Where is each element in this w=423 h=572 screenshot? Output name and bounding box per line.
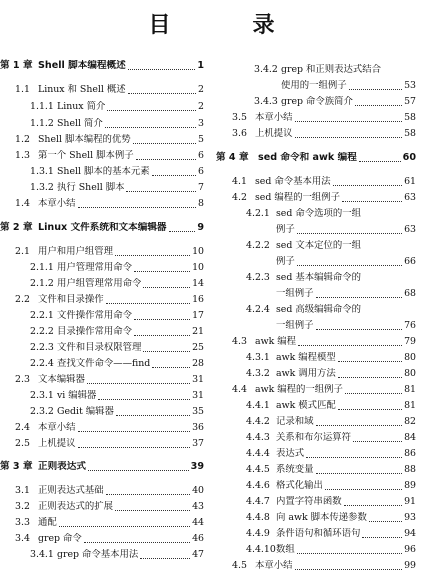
toc-entry-title: 上机提议 [38, 438, 76, 449]
toc-entry [216, 496, 416, 508]
toc-entry-page: 1 [197, 60, 204, 71]
toc-entry-number: 1.3.2 [30, 182, 54, 193]
toc-leader-dots [106, 295, 190, 304]
toc-entry-title: 正则表达式 [38, 461, 86, 472]
toc-entry [216, 480, 416, 492]
toc-leader-dots [333, 177, 402, 186]
toc-entry-number: 第 3 章 [0, 461, 33, 472]
toc-entry [0, 342, 204, 354]
toc-entry [216, 272, 416, 284]
toc-entry [0, 358, 204, 370]
toc-leader-dots [295, 561, 403, 570]
toc-entry-page: 86 [404, 448, 416, 459]
toc-entry-number: 4.4.10 [246, 544, 276, 555]
toc-entry-number: 4.4.5 [246, 464, 270, 475]
toc-entry [216, 320, 416, 332]
toc-entry-title: 表达式 [276, 448, 305, 459]
toc-entry-title: 查找文件命令——find [57, 358, 151, 369]
toc-entry-page: 7 [198, 182, 204, 193]
toc-entry-number: 1.3 [15, 150, 30, 161]
toc-entry-page: 99 [404, 560, 416, 571]
toc-entry-page: 16 [192, 294, 204, 305]
toc-entry-page: 25 [192, 342, 204, 353]
toc-entry [0, 517, 204, 529]
toc-entry [0, 501, 204, 513]
toc-entry [0, 118, 204, 130]
toc-entry-number: 4.4.8 [246, 512, 270, 523]
toc-leader-dots [316, 417, 403, 426]
toc-leader-dots [295, 129, 403, 138]
toc-entry-page: 63 [404, 192, 416, 203]
toc-entry-page: 88 [404, 464, 416, 475]
toc-entry-page: 46 [192, 533, 204, 544]
toc-entry-page: 89 [404, 480, 416, 491]
toc-entry-title: grep 和正则表达式结合 [281, 64, 382, 75]
toc-entry [216, 112, 416, 124]
toc-entry [0, 461, 204, 473]
toc-leader-dots [128, 61, 196, 70]
toc-entry-number: 3.6 [232, 128, 247, 139]
toc-entry-page: 10 [192, 246, 204, 257]
toc-entry-page: 96 [404, 544, 416, 555]
toc-entry-page: 81 [404, 384, 416, 395]
toc-entry-number: 4.4.4 [246, 448, 270, 459]
toc-entry-page: 5 [198, 134, 204, 145]
toc-entry-page: 80 [404, 352, 416, 363]
toc-entry-number: 2.1.1 [30, 262, 54, 273]
toc-entry-title: 例子 [276, 256, 295, 267]
toc-entry [0, 182, 204, 194]
toc-entry-title: Linux 和 Shell 概述 [38, 84, 126, 95]
toc-leader-dots [115, 247, 190, 256]
toc-entry-page: 94 [404, 528, 416, 539]
toc-entry [216, 192, 416, 204]
toc-entry [0, 222, 204, 234]
toc-leader-dots [78, 199, 197, 208]
toc-leader-dots [134, 327, 190, 336]
toc-entry-number: 4.2 [232, 192, 247, 203]
page-title: 目 录 [148, 12, 305, 38]
toc-leader-dots [133, 135, 196, 144]
toc-leader-dots [345, 385, 402, 394]
toc-leader-dots [316, 465, 403, 474]
toc-entry [216, 448, 416, 460]
toc-entry-page: 31 [192, 390, 204, 401]
toc-entry [0, 422, 204, 434]
toc-entry-number: 4.4.6 [246, 480, 270, 491]
toc-entry-page: 3 [198, 118, 204, 129]
toc-entry-title: 文件操作常用命令 [57, 310, 133, 321]
toc-entry-title: 一组例子 [276, 288, 314, 299]
toc-entry-title: 记录和域 [276, 416, 314, 427]
toc-entry-page: 31 [192, 374, 204, 385]
toc-leader-dots [349, 81, 402, 90]
toc-entry-title: 本章小结 [255, 560, 293, 571]
toc-entry-number: 3.4.3 [254, 96, 278, 107]
toc-entry-page: 47 [192, 549, 204, 560]
toc-entry [216, 240, 416, 252]
toc-entry-title: sed 高级编辑命令的 [276, 304, 361, 315]
toc-entry [0, 390, 204, 402]
toc-entry-number: 4.3.2 [246, 368, 270, 379]
toc-entry [216, 288, 416, 300]
toc-entry-page: 80 [404, 368, 416, 379]
toc-entry-title: sed 编程的一组例子 [255, 192, 340, 203]
toc-entry-title: 文本编辑器 [38, 374, 85, 385]
toc-entry [216, 528, 416, 540]
toc-leader-dots [297, 225, 402, 234]
toc-entry-title: Linux 文件系统和文本编辑器 [38, 222, 167, 233]
toc-entry-title: sed 基本编辑命令的 [276, 272, 361, 283]
toc-leader-dots [344, 497, 402, 506]
toc-entry-number: 4.3.1 [246, 352, 270, 363]
toc-leader-dots [98, 391, 190, 400]
toc-entry-number: 2.2 [15, 294, 30, 305]
toc-entry-page: 40 [192, 485, 204, 496]
toc-leader-dots [338, 353, 402, 362]
toc-entry-number: 3.5 [232, 112, 247, 123]
toc-entry [0, 134, 204, 146]
toc-entry-page: 39 [190, 461, 204, 472]
toc-entry-page: 8 [198, 198, 204, 209]
toc-entry-number: 1.1 [15, 84, 30, 95]
toc-leader-dots [126, 183, 196, 192]
toc-entry-title: awk 调用方法 [276, 368, 336, 379]
toc-leader-dots [369, 513, 402, 522]
toc-leader-dots [342, 193, 402, 202]
toc-entry-page: 68 [404, 288, 416, 299]
toc-entry-title: sed 命令基本用法 [255, 176, 331, 187]
toc-entry [216, 304, 416, 316]
toc-leader-dots [136, 151, 196, 160]
toc-leader-dots [316, 289, 403, 298]
toc-entry-page: 9 [197, 222, 204, 233]
toc-entry-number: 3.1 [15, 485, 30, 496]
toc-entry [0, 374, 204, 386]
toc-entry-title: Shell 脚本的基本元素 [57, 166, 150, 177]
toc-entry-number: 4.2.2 [246, 240, 270, 251]
toc-entry [0, 326, 204, 338]
toc-entry-page: 28 [192, 358, 204, 369]
toc-entry [216, 256, 416, 268]
toc-leader-dots [362, 529, 402, 538]
toc-entry-title: 格式化输出 [276, 480, 323, 491]
toc-entry [0, 310, 204, 322]
toc-entry-title: sed 命令选项的一组 [276, 208, 361, 219]
toc-entry [0, 84, 204, 96]
toc-entry-page: 93 [404, 512, 416, 523]
toc-entry [0, 101, 204, 113]
toc-entry-number: 第 4 章 [216, 152, 249, 163]
toc-entry-number: 4.4.3 [246, 432, 270, 443]
toc-entry [0, 278, 204, 290]
toc-entry-title: Shell 脚本编程概述 [38, 60, 126, 71]
toc-leader-dots [152, 359, 190, 368]
toc-entry-number: 3.3 [15, 517, 30, 528]
toc-entry [0, 549, 204, 561]
toc-entry [216, 80, 416, 92]
toc-entry-page: 21 [192, 326, 204, 337]
toc-entry-number: 2.2.3 [30, 342, 54, 353]
toc-entry-title: awk 编程 [255, 336, 297, 347]
toc-entry-number: 2.2.1 [30, 310, 54, 321]
toc-entry-title: 第一个 Shell 脚本例子 [38, 150, 134, 161]
toc-leader-dots [143, 343, 190, 352]
toc-entry-title: 关系和布尔运算符 [276, 432, 352, 443]
toc-entry [216, 96, 416, 108]
toc-entry-page: 10 [192, 262, 204, 273]
toc-leader-dots [355, 97, 402, 106]
toc-entry-title: Linux 简介 [57, 101, 106, 112]
toc-entry-title: grep 命令基本用法 [57, 549, 139, 560]
toc-leader-dots [134, 311, 190, 320]
toc-entry-page: 2 [198, 84, 204, 95]
toc-entry [0, 294, 204, 306]
toc-leader-dots [59, 518, 190, 527]
toc-entry-title: 执行 Shell 脚本 [57, 182, 125, 193]
toc-entry-title: 例子 [276, 224, 295, 235]
toc-entry-title: Shell 简介 [57, 118, 103, 129]
toc-leader-dots [169, 223, 196, 232]
toc-leader-dots [87, 375, 190, 384]
toc-entry-title: Shell 脚本编程的优势 [38, 134, 131, 145]
toc-leader-dots [306, 449, 402, 458]
toc-entry [216, 368, 416, 380]
toc-entry-number: 2.4 [15, 422, 30, 433]
toc-entry-title: 正则表达式的扩展 [38, 501, 114, 512]
toc-entry [216, 464, 416, 476]
toc-entry [216, 400, 416, 412]
toc-entry-number: 4.2.3 [246, 272, 270, 283]
toc-leader-dots [78, 439, 191, 448]
toc-leader-dots [115, 502, 190, 511]
toc-entry-page: 84 [404, 432, 416, 443]
toc-entry [216, 208, 416, 220]
toc-entry-page: 6 [198, 150, 204, 161]
toc-leader-dots [295, 113, 403, 122]
toc-entry [216, 432, 416, 444]
toc-entry-page: 37 [192, 438, 204, 449]
toc-entry-number: 4.4.2 [246, 416, 270, 427]
toc-entry [216, 512, 416, 524]
toc-entry-page: 58 [404, 128, 416, 139]
toc-entry [0, 262, 204, 274]
toc-leader-dots [353, 433, 402, 442]
toc-entry [0, 438, 204, 450]
toc-entry-title: 上机提议 [255, 128, 293, 139]
toc-entry [216, 224, 416, 236]
toc-entry-title: 文件和目录权限管理 [57, 342, 142, 353]
toc-entry-number: 1.4 [15, 198, 30, 209]
toc-entry-page: 82 [404, 416, 416, 427]
toc-entry-number: 4.3 [232, 336, 247, 347]
toc-entry [0, 533, 204, 545]
toc-entry-title: 正则表达式基础 [38, 485, 104, 496]
toc-entry [216, 384, 416, 396]
toc-entry-number: 2.3 [15, 374, 30, 385]
toc-entry-page: 44 [192, 517, 204, 528]
toc-entry-page: 57 [404, 96, 416, 107]
toc-entry-page: 76 [404, 320, 416, 331]
toc-entry-number: 3.2 [15, 501, 30, 512]
toc-entry-number: 1.2 [15, 134, 30, 145]
toc-entry-number: 4.2.4 [246, 304, 270, 315]
toc-entry-title: 数组 [276, 544, 295, 555]
toc-entry-number: 3.4 [15, 533, 30, 544]
toc-entry [0, 198, 204, 210]
toc-leader-dots [316, 321, 403, 330]
toc-entry-number: 4.2.1 [246, 208, 270, 219]
toc-entry-page: 35 [192, 406, 204, 417]
toc-entry-number: 2.1 [15, 246, 30, 257]
toc-leader-dots [105, 119, 196, 128]
toc-entry-page: 66 [404, 256, 416, 267]
toc-leader-dots [128, 85, 196, 94]
toc-entry-page: 2 [198, 101, 204, 112]
toc-entry-number: 4.4.7 [246, 496, 270, 507]
toc-entry-number: 第 1 章 [0, 60, 33, 71]
toc-entry-page: 36 [192, 422, 204, 433]
toc-entry-title: 文件和目录操作 [38, 294, 104, 305]
toc-entry-title: grep 命令 [38, 533, 82, 544]
toc-entry [0, 60, 204, 72]
toc-entry-title: 本章小结 [38, 422, 76, 433]
toc-leader-dots [84, 534, 190, 543]
toc-entry [0, 246, 204, 258]
toc-leader-dots [107, 102, 196, 111]
toc-entry-number: 2.1.2 [30, 278, 54, 289]
toc-entry [0, 150, 204, 162]
toc-entry-number: 4.4.1 [246, 400, 270, 411]
toc-entry [216, 560, 416, 572]
toc-entry-page: 63 [404, 224, 416, 235]
toc-entry-title: vi 编辑器 [57, 390, 97, 401]
toc-leader-dots [297, 545, 402, 554]
toc-entry-page: 14 [192, 278, 204, 289]
toc-entry-title: awk 编程模型 [276, 352, 336, 363]
toc-entry-title: grep 命令族简介 [281, 96, 353, 107]
toc-leader-dots [134, 263, 190, 272]
toc-leader-dots [297, 257, 402, 266]
toc-entry-number: 4.1 [232, 176, 247, 187]
toc-entry [0, 485, 204, 497]
toc-leader-dots [88, 462, 189, 471]
toc-entry-page: 43 [192, 501, 204, 512]
toc-entry [216, 336, 416, 348]
toc-entry-number: 4.4 [232, 384, 247, 395]
toc-entry-page: 79 [404, 336, 416, 347]
toc-leader-dots [152, 167, 196, 176]
toc-entry-page: 53 [404, 80, 416, 91]
toc-leader-dots [78, 423, 191, 432]
toc-entry-title: 条件语句和循环语句 [276, 528, 361, 539]
toc-entry-number: 1.3.1 [30, 166, 54, 177]
toc-entry-title: 用户组管理常用命令 [57, 278, 142, 289]
toc-leader-dots [338, 369, 402, 378]
toc-entry-page: 60 [402, 152, 416, 163]
toc-entry-title: 内置字符串函数 [276, 496, 342, 507]
toc-entry-title: 目录操作常用命令 [57, 326, 133, 337]
toc-entry-title: Gedit 编辑器 [57, 406, 114, 417]
toc-leader-dots [106, 486, 190, 495]
toc-entry-number: 4.4.9 [246, 528, 270, 539]
toc-entry [216, 128, 416, 140]
toc-entry-title: 一组例子 [276, 320, 314, 331]
toc-entry [216, 352, 416, 364]
toc-entry-page: 17 [192, 310, 204, 321]
toc-entry-title: awk 编程的一组例子 [255, 384, 343, 395]
toc-entry-number: 1.1.2 [30, 118, 54, 129]
toc-entry-title: 系统变量 [276, 464, 314, 475]
toc-entry-page: 81 [404, 400, 416, 411]
toc-entry [216, 416, 416, 428]
toc-entry-number: 3.4.2 [254, 64, 278, 75]
toc-entry-number: 1.1.1 [30, 101, 54, 112]
toc-entry-number: 2.2.2 [30, 326, 54, 337]
toc-entry-page: 58 [404, 112, 416, 123]
toc-entry [216, 176, 416, 188]
toc-entry-title: 本章小结 [38, 198, 76, 209]
toc-entry-title: awk 模式匹配 [276, 400, 336, 411]
toc-leader-dots [116, 407, 190, 416]
toc-leader-dots [298, 337, 402, 346]
toc-entry-title: sed 命令和 awk 编程 [258, 152, 357, 163]
toc-entry [216, 64, 416, 76]
toc-entry-page: 91 [404, 496, 416, 507]
toc-entry-number: 2.2.4 [30, 358, 54, 369]
toc-entry-title: 向 awk 脚本传递参数 [276, 512, 367, 523]
toc-entry-page: 6 [198, 166, 204, 177]
toc-entry-title: 本章小结 [255, 112, 293, 123]
toc-entry [0, 166, 204, 178]
toc-leader-dots [140, 550, 190, 559]
toc-entry-number: 2.3.1 [30, 390, 54, 401]
toc-entry-title: 用户和用户组管理 [38, 246, 114, 257]
toc-leader-dots [325, 481, 402, 490]
toc-entry-number: 4.5 [232, 560, 247, 571]
toc-entry-title: sed 文本定位的一组 [276, 240, 361, 251]
toc-entry [216, 152, 416, 164]
toc-entry [0, 406, 204, 418]
toc-entry-number: 2.3.2 [30, 406, 54, 417]
toc-entry [216, 544, 416, 556]
toc-leader-dots [143, 279, 190, 288]
toc-leader-dots [359, 153, 401, 162]
toc-entry-number: 第 2 章 [0, 222, 33, 233]
toc-entry-title: 通配 [38, 517, 57, 528]
toc-entry-title: 用户管理常用命令 [57, 262, 133, 273]
toc-entry-number: 2.5 [15, 438, 30, 449]
toc-entry-page: 61 [404, 176, 416, 187]
toc-entry-title: 使用的一组例子 [281, 80, 347, 91]
toc-entry-number: 3.4.1 [30, 549, 54, 560]
toc-leader-dots [338, 401, 402, 410]
